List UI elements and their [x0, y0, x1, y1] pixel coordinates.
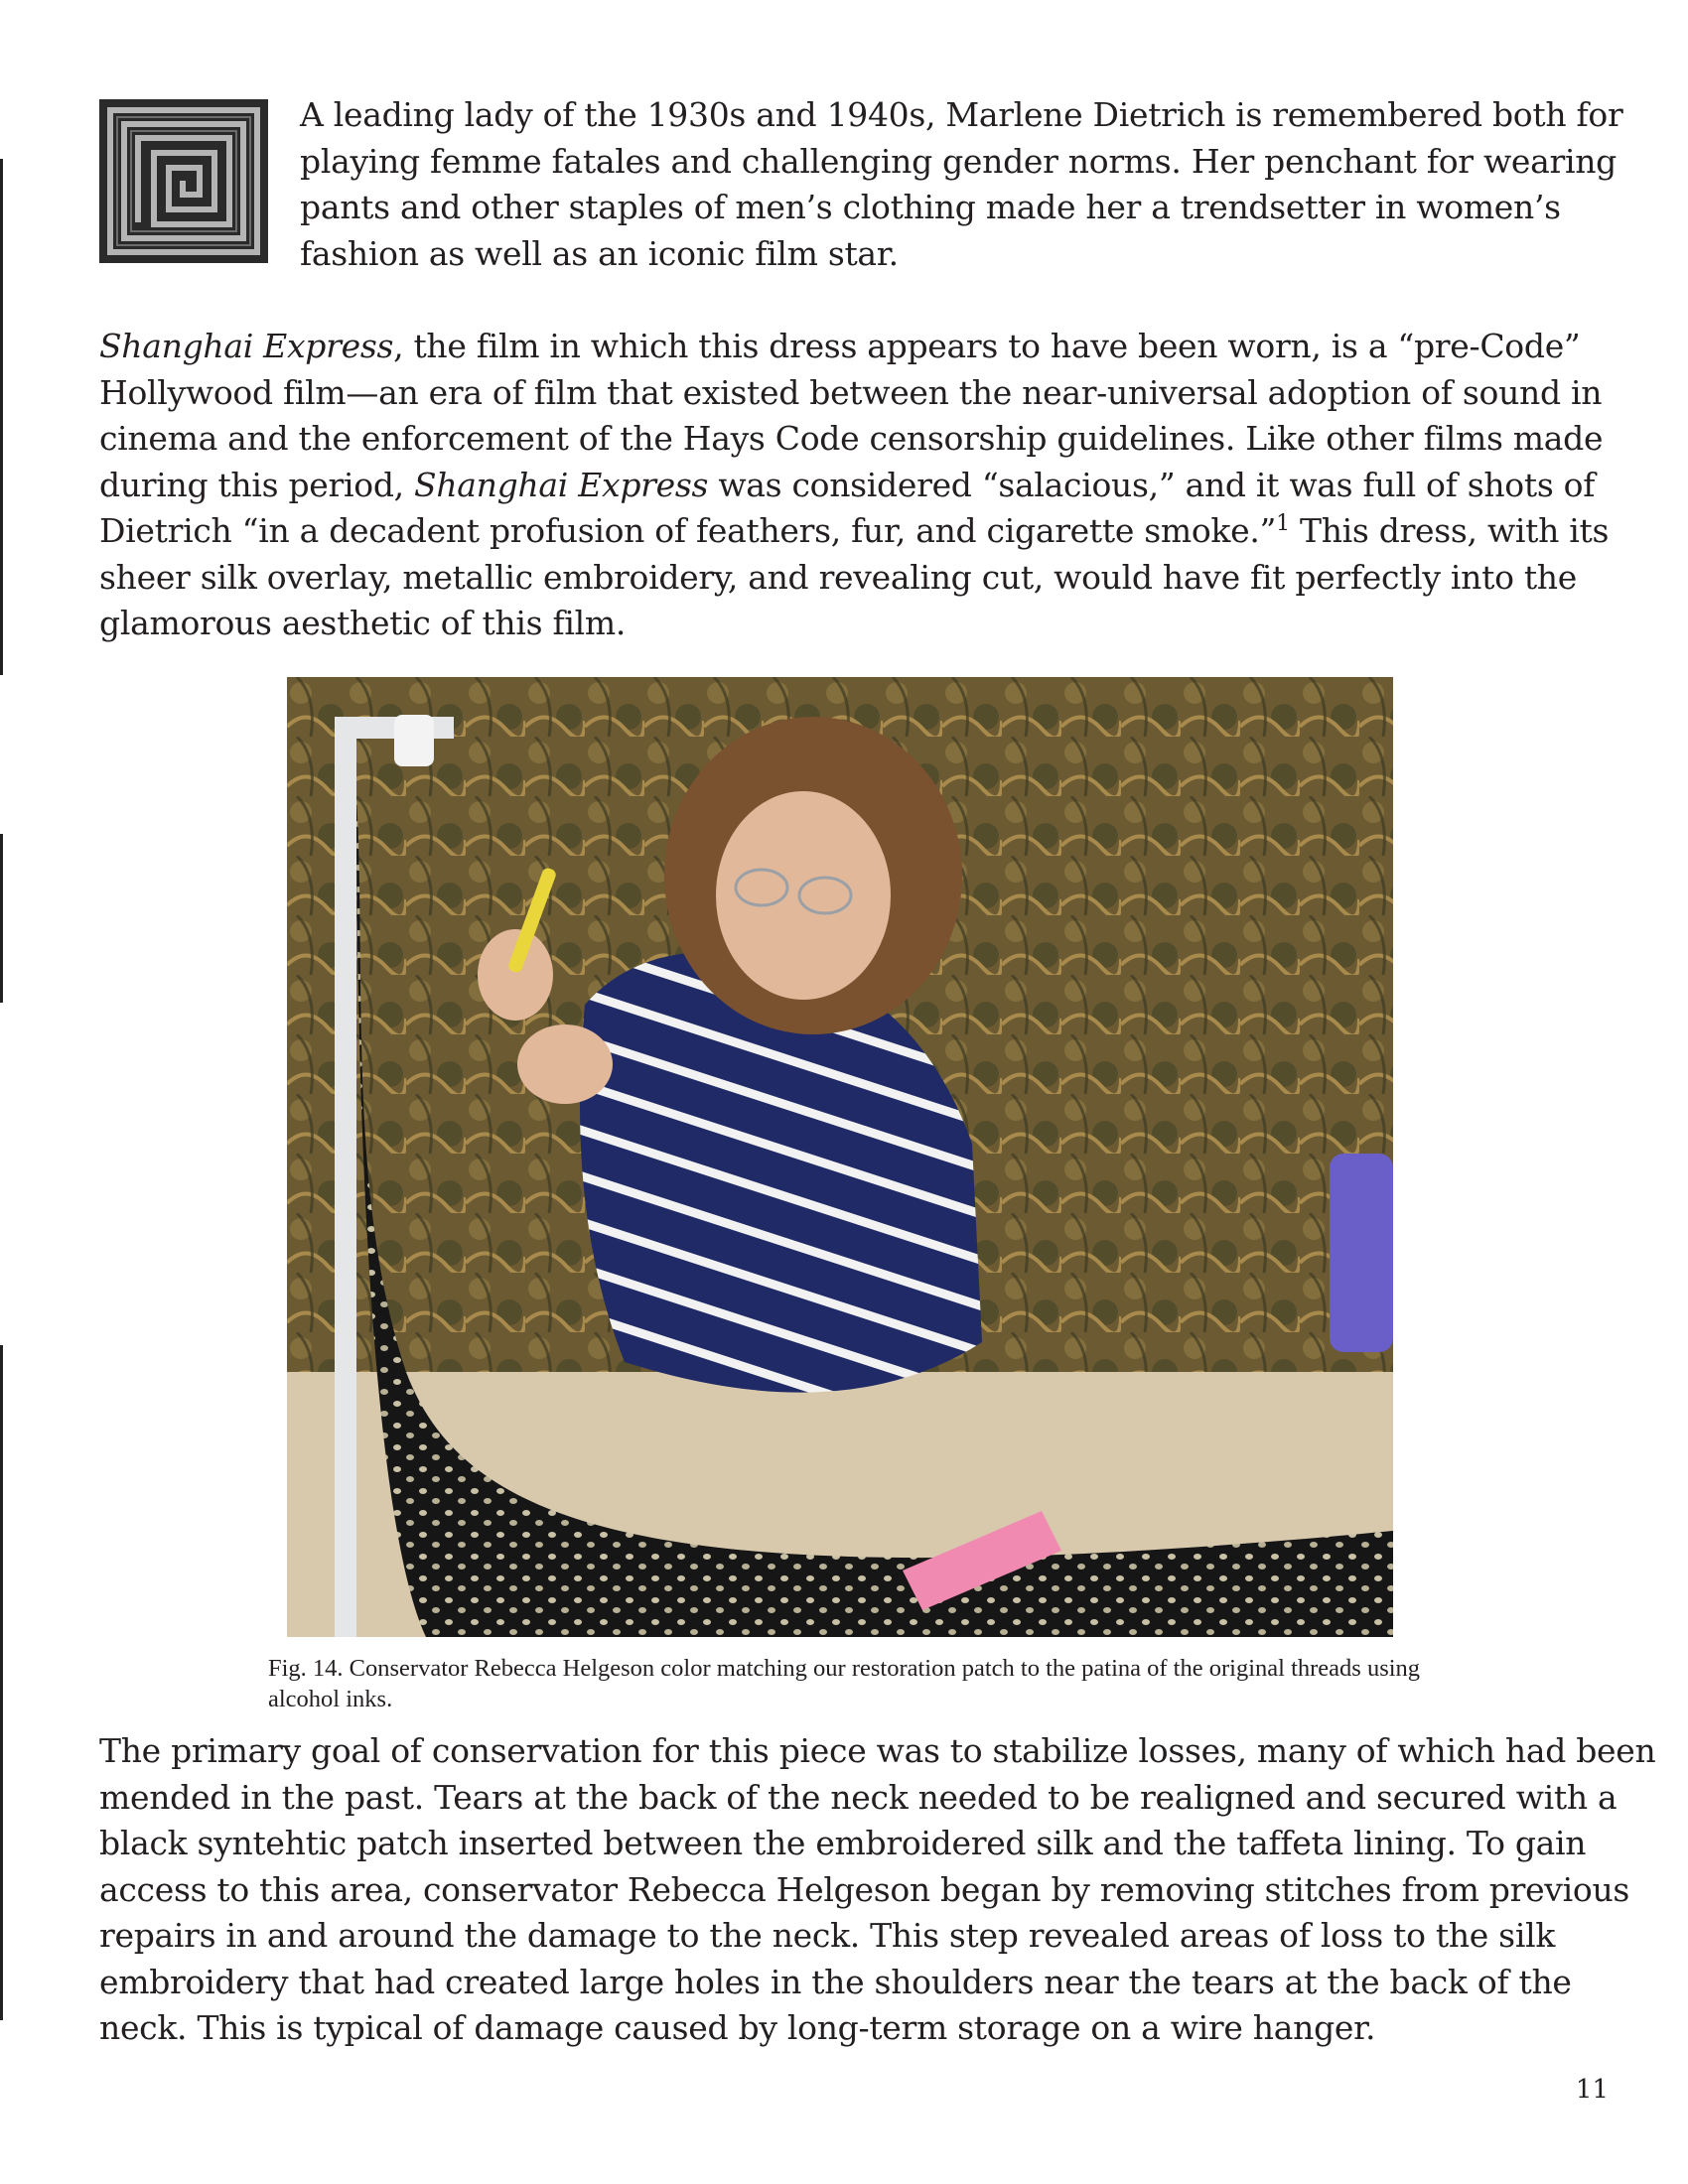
- film-context-paragraph: [99, 324, 1658, 647]
- footnote-reference: 1: [1276, 511, 1290, 536]
- conservation-paragraph: The primary goal of conservation for this piece was to stabilize losses, many of which had been mended in the past. Tears at the back of the neck needed to be realigned and secured with a black syntehtic patch inserted between the embroidered silk and the taffeta lining. To gain access to this area, conservator Rebecca Helgeson began by removing stitches from previous repairs in and around the damage to the neck. This step revealed areas of loss to the silk embroidery that had created large holes in the shoulders near the tears at the back of the neck. This is typical of damage caused by long-term storage on a wire hanger.: [99, 1731, 1656, 2047]
- margin-rule-upper: [0, 159, 3, 675]
- intro-paragraph: A leading lady of the 1930s and 1940s, Marlene Dietrich is remembered both for playing femme fatales and challenging gender norms. Her penchant for wearing pants and other staples of men’s clothing made her a trendsetter in women’s fashion as well as an iconic film star.: [300, 95, 1623, 273]
- margin-rule-lower: [0, 1345, 3, 2020]
- film-title-second: Shanghai Express: [414, 465, 709, 504]
- page-number: 11: [1575, 2075, 1609, 2105]
- greek-key-motif: [99, 99, 268, 263]
- film-title: Shanghai Express: [99, 327, 394, 365]
- margin-rule-middle: [0, 834, 3, 1003]
- figure-caption: Fig. 14. Conservator Rebecca Helgeson color matching our restoration patch to the patina of the original threads using alcohol inks.: [268, 1655, 1421, 1712]
- film-paragraph-text-c: This dress, with its sheer silk overlay, metallic embroidery, and revealing cut, would have fit perfectly into the glamorous aesthetic of this film.: [99, 511, 1610, 642]
- film-paragraph-text-b: was considered “salacious,” and it was full of shots of Dietrich “in a decadent profusion of feathers, fur, and cigarette smoke.”: [99, 465, 1596, 550]
- conservator-photo: [287, 677, 1393, 1637]
- film-paragraph-text-a: , the film in which this dress appears to have been worn, is a “pre-Code” Hollywood film—an era of film that existed between the near-universal adoption of sound in cinema and the enforcement of the Hays Code censorship guidelines. Like other films made during this period,: [99, 327, 1604, 504]
